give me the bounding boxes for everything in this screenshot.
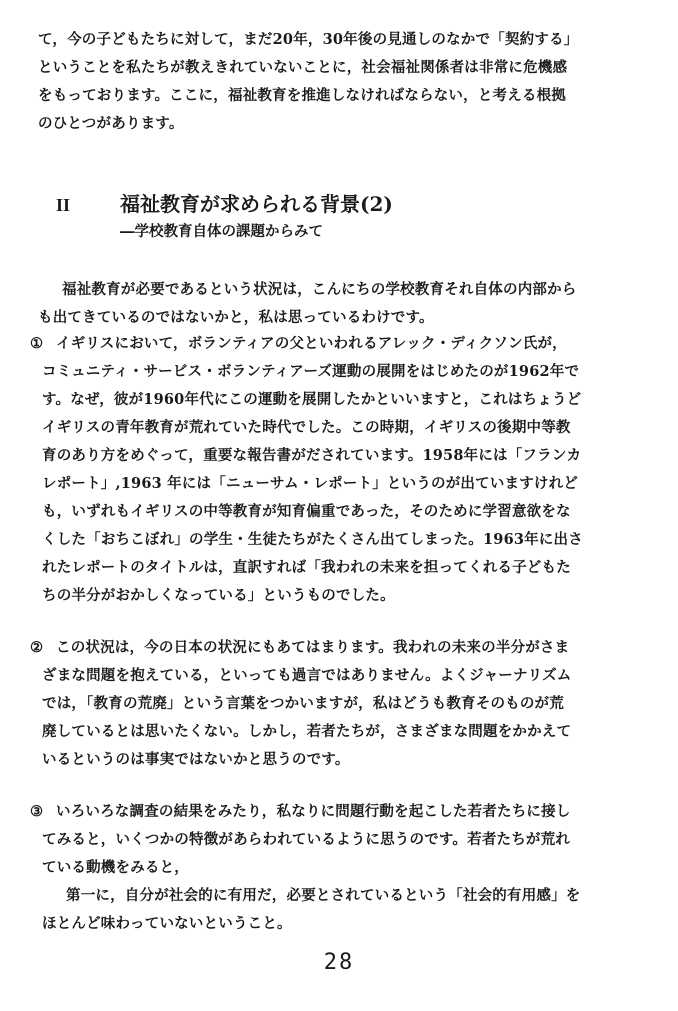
item-3-marker: ③ xyxy=(30,803,44,820)
item-2-paragraph xyxy=(30,634,642,774)
item-3-line-5: ほとんど味わっていないということ。 xyxy=(42,915,292,932)
section-heading xyxy=(56,190,616,219)
item-3-line-1-text: いろいろな調査の結果をみたり，私なりに問題行動を起こした若者たちに接し xyxy=(56,803,571,820)
item-2-line-1 xyxy=(30,634,642,662)
lead-line-1: 福祉教育が必要であるという状況は，こんにちの学校教育それ自体の内部から xyxy=(62,281,577,298)
item-2-marker: ② xyxy=(30,639,44,656)
lead-paragraph xyxy=(38,276,640,332)
item-1-line-5: 育のあり方をめぐって，重要な報告書がだされています。1958年には「フランカ xyxy=(42,447,582,464)
item-2-line-2: ざまな問題を抱えている，といっても過言ではありません。よくジャーナリズム xyxy=(42,667,572,684)
item-1-line-1-text: イギリスにおいて，ボランティアの父といわれるアレック・ディクソン氏が， xyxy=(56,335,567,352)
section-title: 福祉教育が求められる背景(2) xyxy=(120,192,393,216)
page-number: 28 xyxy=(323,950,355,975)
item-1-line-8: くした「おちこぼれ」の学生・生徒たちがたくさん出てしまった。1963年に出さ xyxy=(42,531,583,548)
item-3-line-1 xyxy=(30,798,642,826)
lead-line-2: も出てきているのではないかと，私は思っているわけです。 xyxy=(38,309,434,326)
intro-line-4: のひとつがあります。 xyxy=(38,115,184,132)
item-2-line-4: 廃しているとは思いたくない。しかし，若者たちが，さまざまな問題をかかえて xyxy=(42,723,572,740)
item-2-line-3: では，「教育の荒廃」という言葉をつかいますが，私はどうも教育そのものが荒 xyxy=(42,695,564,712)
item-3-line-3: ている動機をみると， xyxy=(42,859,189,876)
item-3-line-4: 第一に，自分が社会的に有用だ，必要とされているという「社会的有用感」を xyxy=(66,887,581,904)
item-1-line-7: も，いずれもイギリスの中等教育が知育偏重であった，そのために学習意欲をな xyxy=(42,503,571,520)
item-1-line-9: れたレポートのタイトルは，直訳すれば「我われの未来を担ってくれる子どもた xyxy=(42,559,571,576)
intro-line-2: ということを私たちが教えきれていないことに，社会福祉関係者は非常に危機感 xyxy=(38,59,568,76)
section-subtitle: ―学校教育自体の課題からみて xyxy=(120,223,323,240)
intro-line-3: をもっております。ここに，福祉教育を推進しなければならない，と考える根拠 xyxy=(38,87,567,104)
item-1-paragraph xyxy=(30,330,642,610)
item-1-line-1 xyxy=(30,330,642,358)
section-number: II xyxy=(56,195,71,215)
item-3-line-2: てみると，いくつかの特徴があらわれているように思うのです。若者たちが荒れ xyxy=(42,831,571,848)
item-1-line-4: イギリスの青年教育が荒れていた時代でした。この時期，イギリスの後期中等教 xyxy=(42,419,571,436)
intro-paragraph xyxy=(38,26,640,138)
item-2-line-1-text: この状況は，今の日本の状況にもあてはまります。我われの未来の半分がさま xyxy=(56,639,570,656)
item-1-line-6: レポート」,1963 年には「ニューサム・レポート」というのが出ていますけれど xyxy=(42,475,579,492)
item-1-line-10: ちの半分がおかしくなっている」というものでした。 xyxy=(42,587,395,604)
item-1-marker: ① xyxy=(30,335,44,352)
item-2-line-5: いるというのは事実ではないかと思うのです。 xyxy=(42,751,350,768)
item-3-paragraph xyxy=(30,798,642,938)
intro-line-1: て，今の子どもたちに対して，まだ20年，30年後の見通しのなかで「契約する」 xyxy=(38,31,579,48)
item-1-line-2: コミュニティ・サービス・ボランティアーズ運動の展開をはじめたのが1962年で xyxy=(42,363,580,380)
item-1-line-3: す。なぜ，彼が1960年代にこの運動を展開したかといいますと，これはちょうど xyxy=(42,391,582,408)
